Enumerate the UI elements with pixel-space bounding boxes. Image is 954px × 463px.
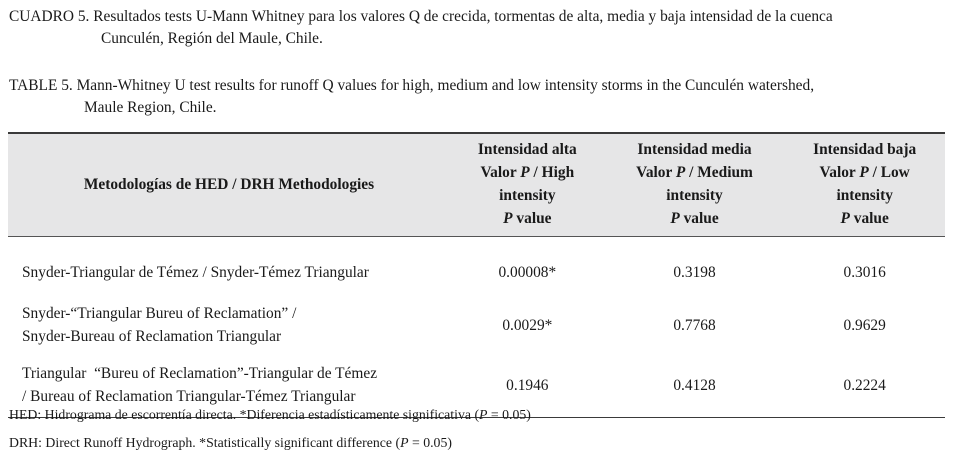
- header-medium-line4-post: value: [679, 210, 719, 227]
- header-high-line1: Intensidad alta: [477, 141, 577, 158]
- footnote-english-p: P: [400, 435, 409, 450]
- cell-method: [8, 237, 450, 298]
- header-high-line4-p: P: [503, 210, 513, 227]
- header-low-line2-p: P: [859, 164, 869, 181]
- caption-spanish-line2: Cunculén, Región del Maule, Chile.: [101, 30, 323, 47]
- caption-spanish-line1: CUADRO 5. Resultados tests U-Mann Whitney para los valores Q de crecida, tormentas de alta, media y baja intensidad de la cuenca: [9, 8, 833, 25]
- header-high-line2-post: / High: [529, 164, 575, 181]
- cell-medium-value: 0.7768: [673, 316, 716, 334]
- cell-high-value: 0.1946: [450, 353, 605, 418]
- cell-medium-value: 0.4128: [605, 353, 785, 418]
- caption-english: [9, 75, 949, 119]
- header-low-intensity: [784, 133, 945, 237]
- header-row: [8, 133, 945, 237]
- caption-english-line1: TABLE 5. Mann-Whitney U test results for runoff Q values for high, medium and low intensity storms in the Cunculén watershed,: [9, 77, 815, 94]
- header-medium-line2-post: / Medium: [685, 164, 753, 181]
- cell-method-line1: Triangular “Bureu of Reclamation”-Triangular de Témez: [22, 365, 378, 382]
- footnote-spanish: [9, 405, 949, 425]
- header-medium-line2-pre: Valor: [636, 164, 676, 181]
- footnote-spanish-p: P: [479, 407, 488, 422]
- header-low-line4-p: P: [840, 210, 850, 227]
- cell-low-value: 0.3016: [843, 263, 886, 281]
- cell-method-line1: Snyder-Triangular de Témez / Snyder-Témez Triangular: [22, 263, 369, 281]
- header-low-line4-post: value: [849, 210, 889, 227]
- table-row: [8, 297, 945, 353]
- header-medium-line4-p: P: [670, 210, 680, 227]
- cell-medium-value: 0.3198: [673, 263, 716, 281]
- footnote-spanish-pre: HED: Hidrograma de escorrentía directa. *Diferencia estadísticamente significativa (: [9, 407, 480, 422]
- cell-method: [8, 297, 450, 353]
- cell-low-value: 0.9629: [843, 316, 886, 334]
- header-high-intensity: [450, 133, 605, 237]
- results-table: [8, 132, 945, 418]
- cell-high-value: 0.0029*: [502, 316, 553, 334]
- cell-method-line2: Snyder-Bureau of Reclamation Triangular: [22, 328, 282, 345]
- footnote-english-post: = 0.05): [408, 435, 452, 450]
- table-body: [8, 237, 945, 418]
- cell-method-line2: / Bureau of Reclamation Triangular-Témez Triangular: [22, 388, 356, 405]
- header-method: [8, 133, 450, 237]
- header-medium-line3: intensity: [666, 187, 723, 204]
- table-header: [8, 133, 945, 237]
- table-row: [8, 237, 945, 298]
- header-medium-line2-p: P: [675, 164, 686, 181]
- cell-method-line1: Snyder-“Triangular Bureu of Reclamation” /: [22, 305, 297, 322]
- header-low-line2-post: / Low: [868, 164, 910, 181]
- header-medium-line1: Intensidad media: [637, 141, 752, 158]
- header-high-line2-pre: Valor: [480, 164, 521, 181]
- caption-english-line2: Maule Region, Chile.: [84, 99, 217, 116]
- caption-spanish: [9, 6, 949, 50]
- header-high-line3: intensity: [499, 187, 556, 204]
- footnote-spanish-post: = 0.05): [487, 407, 531, 422]
- header-method-label: Metodologías de HED / DRH Methodologies: [83, 175, 375, 193]
- cell-low-value: 0.2224: [784, 353, 945, 418]
- header-low-line3: intensity: [836, 187, 893, 204]
- header-medium-intensity: [605, 133, 785, 237]
- footnote-english-pre: DRH: Direct Runoff Hydrograph. *Statistically significant difference (: [9, 435, 401, 450]
- footnote-english: [9, 433, 949, 453]
- cell-high-value: 0.00008*: [498, 263, 557, 281]
- header-high-line4-post: value: [512, 210, 552, 227]
- header-low-line2-pre: Valor: [819, 164, 860, 181]
- header-low-line1: Intensidad baja: [813, 141, 917, 158]
- header-high-line2-p: P: [520, 164, 530, 181]
